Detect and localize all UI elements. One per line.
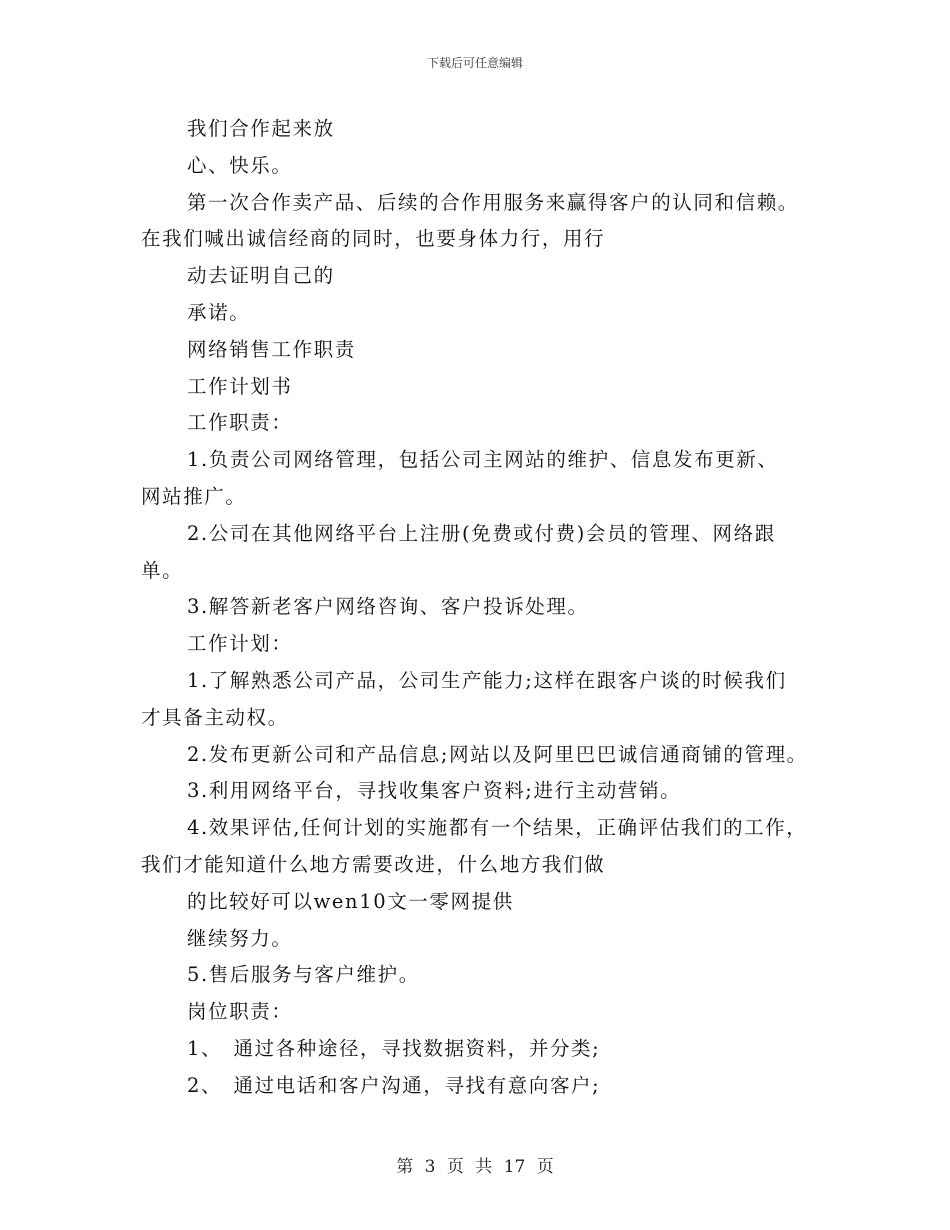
text-line: 2.公司在其他网络平台上注册(免费或付费)会员的管理、网络跟 (187, 521, 776, 545)
text-line: 才具备主动权。 (141, 705, 289, 729)
text-line: 工作计划： (187, 632, 293, 656)
text-line: 心、快乐。 (187, 153, 293, 177)
text-line: 单。 (141, 558, 184, 582)
text-line: 岗位职责： (187, 1000, 293, 1024)
text-line: 1.负责公司网络管理，包括公司主网站的维护、信息发布更新、 (187, 448, 779, 472)
text-line: 4.效果评估,任何计划的实施都有一个结果，正确评估我们的工作， (187, 816, 808, 840)
text-line: 第一次合作卖产品、后续的合作用服务来赢得客户的认同和信赖。 (187, 190, 799, 214)
text-line: 工作计划书 (187, 374, 293, 398)
text-line: 2、 通过电话和客户沟通，寻找有意向客户; (187, 1073, 601, 1097)
text-line: 3.利用网络平台，寻找收集客户资料;进行主动营销。 (187, 779, 682, 803)
text-line: 动去证明自己的 (187, 264, 335, 288)
page-header: 下载后可任意编辑 (426, 56, 523, 70)
text-line: 工作职责： (187, 411, 293, 435)
text-line: 2.发布更新公司和产品信息;网站以及阿里巴巴诚信通商铺的管理。 (187, 742, 808, 766)
document-body (141, 111, 821, 1105)
text-line: 5.售后服务与客户维护。 (187, 963, 420, 987)
text-line: 3.解答新老客户网络咨询、客户投诉处理。 (187, 595, 589, 619)
text-line: 1、 通过各种途径，寻找数据资料，并分类; (187, 1036, 601, 1060)
text-line: 承诺。 (187, 300, 251, 324)
text-line: 继续努力。 (187, 926, 293, 950)
page-footer: 第 3 页 共 17 页 (396, 1157, 554, 1177)
text-line: 我们才能知道什么地方需要改进，什么地方我们做 (141, 852, 606, 876)
text-line: 在我们喊出诚信经商的同时，也要身体力行，用行 (141, 227, 606, 251)
text-line: 1.了解熟悉公司产品，公司生产能力;这样在跟客户谈的时候我们 (187, 668, 787, 692)
text-line: 的比较好可以wen10文一零网提供 (187, 889, 514, 913)
text-line: 网络销售工作职责 (187, 337, 356, 361)
text-line: 网站推广。 (141, 484, 247, 508)
text-line: 我们合作起来放 (187, 117, 335, 140)
